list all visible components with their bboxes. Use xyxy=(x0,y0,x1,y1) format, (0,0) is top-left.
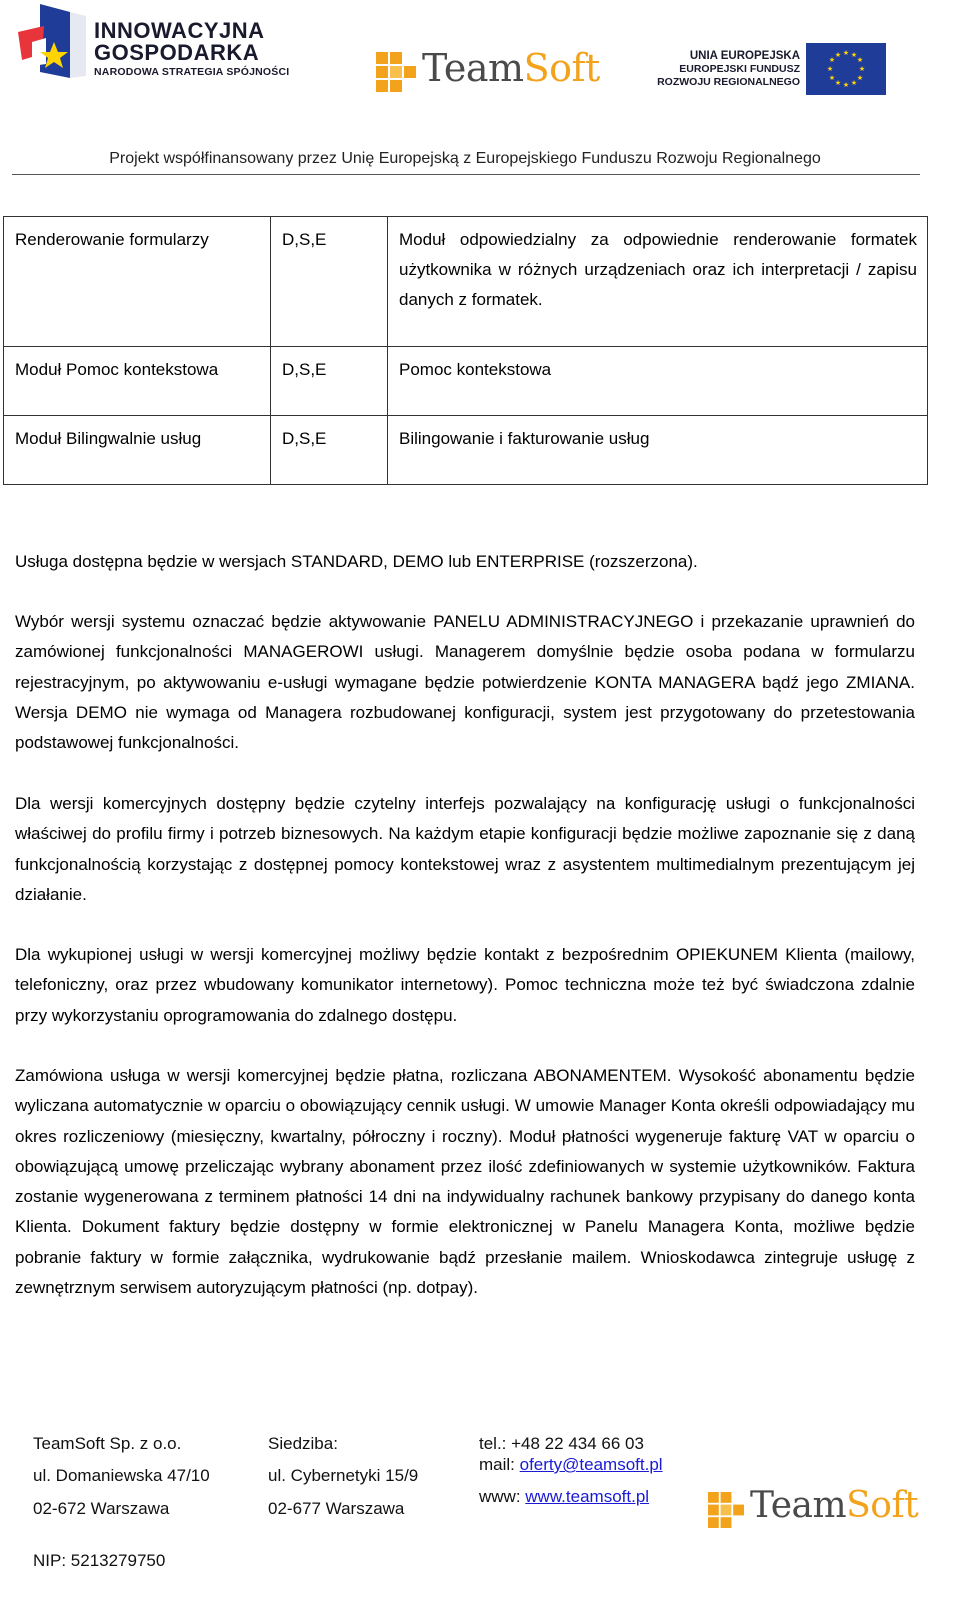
teamsoft-logo-footer xyxy=(708,1484,928,1532)
eu-line-3: ROZWOJU REGIONALNEGO xyxy=(657,76,800,88)
footer-mail-link[interactable]: oferty@teamsoft.pl xyxy=(519,1455,663,1474)
innowacyjna-gospodarka-logo xyxy=(16,2,306,82)
teamsoft-wordmark: TeamSoft xyxy=(422,46,600,90)
module-versions-cell: D,S,E xyxy=(271,217,388,347)
eu-flag-icon xyxy=(806,43,886,95)
svg-text:★: ★ xyxy=(834,51,842,59)
paragraph-commercial-interface: Dla wersji komercyjnych dostępny będzie czytelny interfejs pozwalający na konfigurację usługi o funkcjonalności właściwej do profilu firmy i potrzeb biznesowych. Na każdym etapie konfiguracji będzie możliwe zapoznanie się z daną funkcjonalnością korzystając z dostępnej pomocy kontekstowej wraz z asystentem multimedialnym prezentującym jej działanie. xyxy=(15,794,915,904)
svg-text:★: ★ xyxy=(850,79,858,87)
footer-tel: tel.: +48 22 434 66 03 xyxy=(479,1434,644,1453)
teamsoft-wordmark: TeamSoft xyxy=(750,1485,919,1526)
footer-company: TeamSoft Sp. z o.o. xyxy=(33,1434,182,1453)
svg-text:★: ★ xyxy=(826,65,834,73)
footer-city: 02-672 Warszawa xyxy=(33,1499,170,1518)
table-row xyxy=(4,347,928,416)
ig-emblem-icon xyxy=(16,2,90,82)
paragraph-support: Dla wykupionej usługi w wersji komercyjnej możliwy będzie kontakt z bezpośrednim OPIEKUNEM Klienta (mailowy, telefoniczny, oraz przez wbudowany komunikator internetowy). Pomoc techniczna może też być świadczona zdalnie przy wykorzystaniu oprogramowania do zdalnego dostępu. xyxy=(15,945,915,1025)
teamsoft-squares-icon xyxy=(376,52,416,92)
eu-line-1: UNIA EUROPEJSKA xyxy=(689,50,800,62)
ig-title-1: INNOWACYJNA xyxy=(94,18,265,43)
svg-text:★: ★ xyxy=(850,51,858,59)
footer-www xyxy=(479,1487,649,1507)
module-description-cell: Bilingowanie i fakturowanie usług xyxy=(388,416,928,485)
footer-street: ul. Domaniewska 47/10 xyxy=(33,1466,210,1485)
footer-seat-city: 02-677 Warszawa xyxy=(268,1499,405,1518)
paragraph-versions: Usługa dostępna będzie w wersjach STANDARD, DEMO lub ENTERPRISE (rozszerzona). xyxy=(15,552,698,571)
ig-title-2: GOSPODARKA xyxy=(94,40,260,65)
svg-text:★: ★ xyxy=(856,56,864,64)
svg-text:★: ★ xyxy=(858,65,866,73)
footer-www-link[interactable]: www.teamsoft.pl xyxy=(525,1487,650,1506)
svg-text:★: ★ xyxy=(842,49,850,57)
svg-text:★: ★ xyxy=(842,81,850,89)
footer-seat-street: ul. Cybernetyki 15/9 xyxy=(268,1466,419,1485)
svg-text:★: ★ xyxy=(828,56,836,64)
module-versions-cell: D,S,E xyxy=(271,416,388,485)
footer-mail xyxy=(479,1455,663,1475)
table-row xyxy=(4,416,928,485)
module-name-cell: Renderowanie formularzy xyxy=(4,217,271,347)
teamsoft-squares-icon xyxy=(708,1492,744,1528)
eu-line-2: EUROPEJSKI FUNDUSZ xyxy=(679,63,800,75)
footer-nip: NIP: 5213279750 xyxy=(33,1551,166,1570)
footer-www-label: www: xyxy=(479,1487,526,1506)
svg-text:★: ★ xyxy=(828,74,836,82)
project-cofinancing-line: Projekt współfinansowany przez Unię Europejską z Europejskiego Funduszu Rozwoju Regionalnego xyxy=(109,150,821,167)
footer-seat-label: Siedziba: xyxy=(268,1434,338,1453)
modules-table xyxy=(3,216,928,485)
module-description-cell: Pomoc kontekstowa xyxy=(388,347,928,416)
paragraph-admin-panel: Wybór wersji systemu oznaczać będzie aktywowanie PANELU ADMINISTRACYJNEGO i przekazanie uprawnień do zamówionej funkcjonalności MANAGEROWI usługi. Managerem domyślnie będzie osoba podana w formularzu rejestracyjnym, po aktywowaniu e-usługi wymagane będzie potwierdzenie KONTA MANAGERA bądź jego ZMIANA. Wersja DEMO nie wymaga od Managera rozbudowanej konfiguracji, system jest przygotowany do przetestowania podstawowej funkcjonalności. xyxy=(15,612,915,753)
svg-text:★: ★ xyxy=(834,79,842,87)
paragraph-billing: Zamówiona usługa w wersji komercyjnej będzie płatna, rozliczana ABONAMENTEM. Wysokość abonamentu będzie wyliczana automatycznie w oparciu o obowiązujący cennik usługi. W umowie Manager Konta określi odpowiadający mu okres rozliczeniowy (miesięczny, kwartalny, półroczny i roczny). Moduł płatności wygeneruje fakturę VAT w oparciu o obowiązującą umowę przeliczając wybrany abonament przez ilość zdefiniowanych w systemie użytkowników. Faktura zostanie wygenerowana z terminem płatności 14 dni na indywidualny rachunek bankowy przypisany do danego konta Klienta. Dokument faktury będzie dostępny w formie elektronicznej w Panelu Managera Konta, możliwe będzie pobranie faktury w formie załącznika, wydrukowanie bądź przesłanie mailem. Wnioskodawca zintegruje usługę z zewnętrznym serwisem autoryzującym płatności (np. dotpay). xyxy=(15,1066,915,1298)
module-name-cell: Moduł Bilingwalnie usług xyxy=(4,416,271,485)
ig-subtitle: NARODOWA STRATEGIA SPÓJNOŚCI xyxy=(94,66,290,78)
module-name-cell: Moduł Pomoc kontekstowa xyxy=(4,347,271,416)
module-description-cell: Moduł odpowiedzialny za odpowiednie renderowanie formatek użytkownika w różnych urządzeniach oraz ich interpretacji / zapisu danych z formatek. xyxy=(388,217,928,347)
table-row xyxy=(4,217,928,347)
svg-text:★: ★ xyxy=(856,74,864,82)
footer-mail-label: mail: xyxy=(479,1455,520,1474)
header-divider xyxy=(12,174,920,175)
eu-logo-text xyxy=(640,50,800,89)
module-versions-cell: D,S,E xyxy=(271,347,388,416)
teamsoft-logo-header xyxy=(376,46,616,92)
